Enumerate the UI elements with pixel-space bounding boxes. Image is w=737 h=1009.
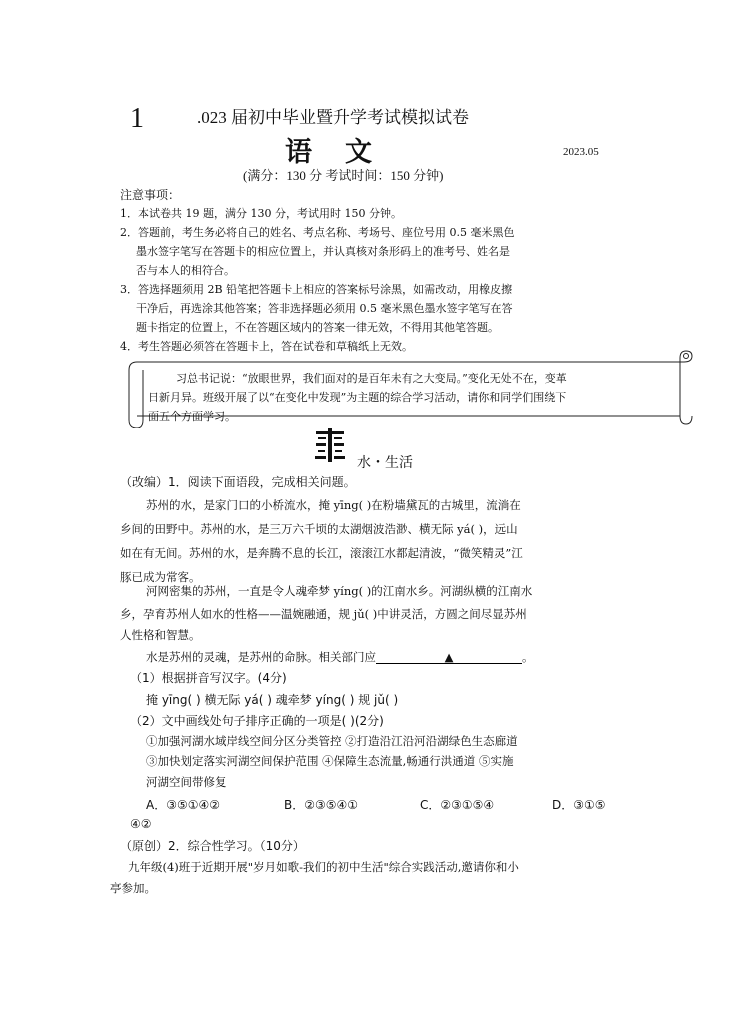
paragraph-line: 苏州的水，是家门口的小桥流水，掩 yīng( )在粉墙黛瓦的古城里，流淌在	[146, 498, 521, 512]
blank-marker: ▲	[444, 650, 454, 664]
exam-title: .023 届初中毕业暨升学考试模拟试卷	[197, 108, 469, 127]
choice-d[interactable]: D．③①⑤	[552, 798, 606, 812]
paragraph-line: 亭参加。	[110, 881, 156, 895]
paragraph-line-blank	[146, 649, 534, 665]
paragraph-end: 。	[522, 650, 534, 664]
paragraph-line: 人性格和智慧。	[120, 628, 201, 642]
paragraph-line: 乡间的田野中。苏州的水，是三万六千顷的太湖烟波浩渺、横无际 yá( )，远山	[120, 522, 518, 536]
section-heading: 水・生活	[357, 455, 413, 471]
paragraph-text: 水是苏州的灵魂，是苏州的命脉。相关部门应	[146, 650, 376, 664]
options-line: ③加快划定落实河湖空间保护范围 ④保障生态流量,畅通行洪通道 ⑤实施	[146, 754, 514, 768]
paragraph-line: 乡，孕育苏州人如水的性格——温婉融通，规 jǔ( )中讲灵活，方圆之间尽显苏州	[120, 607, 527, 621]
options-line: 河湖空间带修复	[146, 775, 227, 789]
notice-line: 4．考生答题必须答在答题卡上，答在试卷和草稿纸上无效。	[120, 340, 413, 353]
pinyin-items: 掩 yīng( ) 横无际 yá( ) 魂牵梦 yíng( ) 规 jǔ( )	[146, 693, 399, 707]
page-number: 1	[130, 103, 144, 134]
notice-line: 3．答选择题须用 2B 铅笔把答题卡上相应的答案标号涂黑，如需改动，用橡皮擦	[120, 283, 513, 296]
notice-line: 题卡指定的位置上，不在答题区域内的答案一律无效，不得用其他笔答题。	[136, 321, 499, 334]
notice-line: 墨水签字笔写在答题卡的相应位置上，并认真核对条形码上的准考号、姓名是	[136, 245, 510, 258]
notice-heading: 注意事项：	[120, 188, 181, 202]
scroll-line: 日新月异。班级开展了以“在变化中发现”为主题的综合学习活动，请你和同学们围绕下	[148, 391, 567, 404]
answer-blank[interactable]	[376, 650, 522, 664]
options-line: ①加强河湖水域岸线空间分区分类管控 ②打造沿江沿河沿湖绿色生态廊道	[146, 734, 518, 748]
paragraph-line: 豚已成为常客。	[120, 570, 201, 584]
paragraph-line: 九年级(4)班于近期开展"岁月如歌-我们的初中生活"综合实践活动,邀请你和小	[128, 860, 519, 874]
choice-c[interactable]: C．②③①⑤④	[420, 798, 495, 812]
paragraph-line: 河网密集的苏州，一直是令人魂牵梦 yíng( )的江南水乡。河湖纵横的江南水	[146, 584, 533, 598]
choice-a[interactable]: A．③⑤①④②	[146, 798, 220, 812]
exam-date: 2023.05	[563, 146, 599, 158]
paragraph-line: 如在有无间。苏州的水，是奔腾不息的长江，滚滚江水都起清波，“微笑精灵”江	[120, 546, 523, 560]
notice-line: 1．本试卷共 19 题，满分 130 分，考试用时 150 分钟。	[120, 207, 402, 220]
scroll-line: 习总书记说：“放眼世界，我们面对的是百年未有之大变局。”变化无处不在，变革	[176, 372, 567, 385]
question-2-heading: （原创）2．综合性学习。（10分）	[120, 839, 305, 853]
scroll-line: 面五个方面学习。	[148, 410, 236, 423]
choice-d-wrap: ④②	[130, 817, 152, 831]
notice-line: 2．答题前，考生务必将自己的姓名、考点名称、考场号、座位号用 0.5 毫米黑色	[120, 226, 515, 239]
seal-logo-icon	[312, 427, 348, 463]
score-time: (满分：130 分 考试时间：150 分钟)	[243, 168, 444, 183]
notice-line: 干净后，再选涂其他答案；答非选择题必须用 0.5 毫米黑色墨水签字笔写在答	[136, 302, 513, 315]
sub-question-1: （1）根据拼音写汉字。(4分)	[130, 671, 287, 685]
notice-line: 否与本人的相符合。	[136, 264, 235, 277]
sub-question-2: （2）文中画线处句子排序正确的一项是( )(2分)	[130, 714, 384, 728]
question-1-heading: （改编）1．阅读下面语段，完成相关问题。	[120, 475, 356, 489]
subject-title: 语文	[285, 137, 405, 167]
choice-b[interactable]: B．②③⑤④①	[284, 798, 359, 812]
